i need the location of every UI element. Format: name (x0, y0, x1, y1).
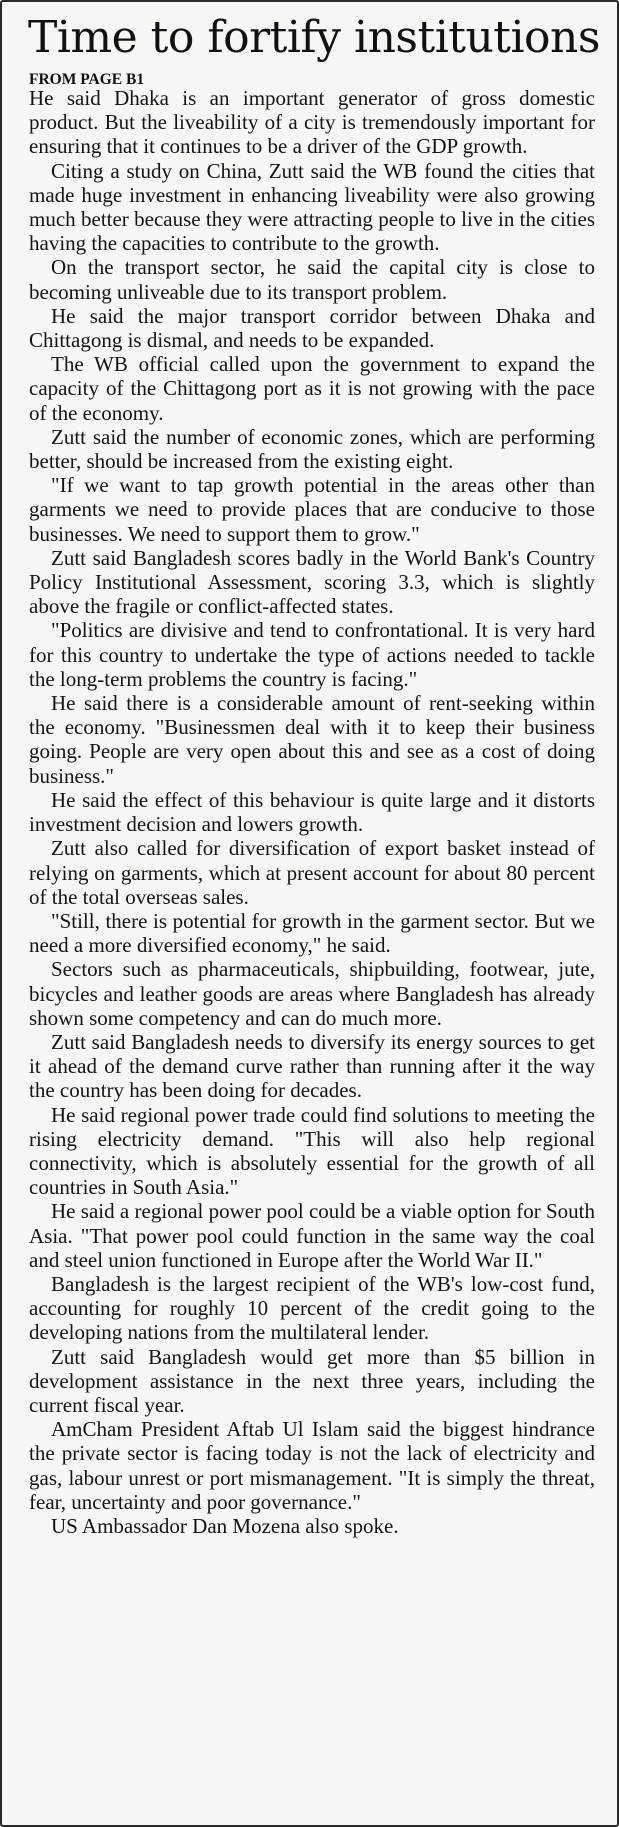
article-body (29, 86, 595, 1538)
paragraph: "Still, there is potential for growth in the garment sector. But we need a more diversified economy," he said. (29, 908, 595, 958)
paragraph: He said the major transport corridor between Dhaka and Chittagong is dismal, and needs to be expanded. (29, 303, 595, 353)
paragraph: He said a regional power pool could be a viable option for South Asia. "That power pool could function in the same way the coal and steel union functioned in Europe after the World War II." (29, 1199, 595, 1272)
paragraph: Zutt said Bangladesh needs to diversify its energy sources to get it ahead of the demand curve rather than running after it the way the country has been doing for decades. (29, 1029, 595, 1103)
headline: Time to fortify institutions (28, 12, 600, 63)
paragraph: He said there is a considerable amount of rent-seeking within the economy. "Businessmen deal with it to keep their business going. People are very open about this and see as a cost of doing business." (29, 691, 595, 788)
paragraph: He said the effect of this behaviour is quite large and it distorts investment decision and lowers growth. (29, 787, 595, 837)
paragraph: US Ambassador Dan Mozena also spoke. (51, 1513, 399, 1538)
paragraph: Zutt also called for diversification of export basket instead of relying on garments, which at present account for about 80 percent of the total overseas sales. (29, 836, 595, 909)
paragraph: He said Dhaka is an important generator of gross domestic product. But the liveability of a city is tremendously important for ensuring that it continues to be a driver of the GDP growth. (29, 86, 595, 159)
paragraph: Sectors such as pharmaceuticals, shipbuilding, footwear, jute, bicycles and leather goods are areas where Bangladesh has already shown some competency and can do much more. (29, 957, 595, 1030)
paragraph: Zutt said Bangladesh scores badly in the World Bank's Country Policy Institutional Assessment, scoring 3.3, which is slightly above the fragile or conflict-affected states. (29, 545, 595, 619)
paragraph: AmCham President Aftab Ul Islam said the biggest hindrance the private sector is facing today is not the lack of electricity and gas, labour unrest or port mismanagement. "It is simply the threat, fear, uncertainty and poor governance." (29, 1417, 595, 1514)
paragraph: Zutt said the number of economic zones, which are performing better, should be increased from the existing eight. (29, 424, 595, 474)
dateline: FROM PAGE B1 (29, 71, 145, 88)
paragraph: Bangladesh is the largest recipient of the WB's low-cost fund, accounting for roughly 10 percent of the credit going to the developing nations from the multilateral lender. (29, 1271, 595, 1345)
paragraph: He said regional power trade could find solutions to meeting the rising electricity demand. "This will also help regional connectivity, which is absolutely essential for the growth of all countries in South Asia." (29, 1102, 595, 1200)
paragraph: Zutt said Bangladesh would get more than $5 billion in development assistance in the next three years, including the current fiscal year. (29, 1344, 595, 1417)
paragraph: Citing a study on China, Zutt said the WB found the cities that made huge investment in enhancing liveability were also growing much better because they were attracting people to live in the cities having the capacities to contribute to the growth. (29, 158, 595, 256)
paragraph: "Politics are divisive and tend to confrontational. It is very hard for this country to undertake the type of actions needed to tackle the long-term problems the country is facing." (29, 618, 595, 691)
paragraph: "If we want to tap growth potential in the areas other than garments we need to provide places that are conducive to those businesses. We need to support them to grow." (29, 473, 595, 546)
paragraph: The WB official called upon the government to expand the capacity of the Chittagong port as it is not growing with the pace of the economy. (29, 352, 595, 425)
paragraph: On the transport sector, he said the capital city is close to becoming unliveable due to its transport problem. (29, 255, 595, 304)
